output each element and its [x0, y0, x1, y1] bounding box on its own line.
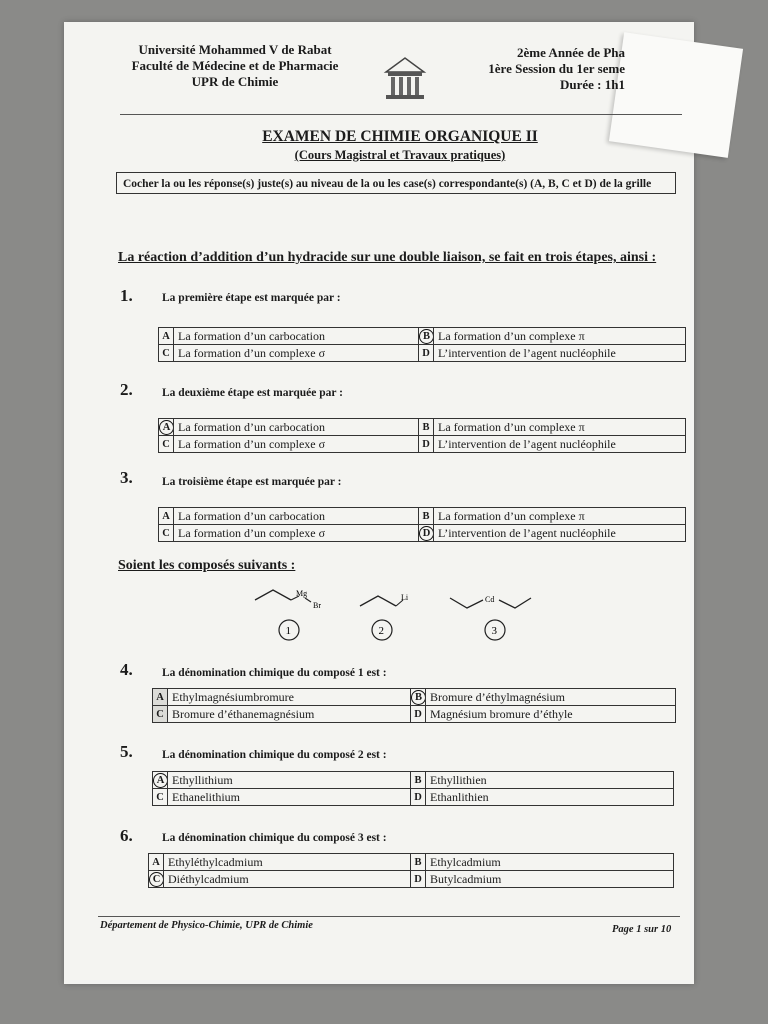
option-text: La formation d’un complexe π	[434, 328, 686, 345]
option-text: Ethanelithium	[168, 789, 411, 806]
option-text: Magnésium bromure d’éthyle	[426, 706, 676, 723]
option-text: Butylcadmium	[426, 871, 674, 888]
circled-answer-mark: A	[153, 773, 168, 788]
option-text: L’intervention de l’agent nucléophile	[434, 436, 686, 453]
option-text: La formation d’un carbocation	[174, 328, 419, 345]
option-text: La formation d’un complexe π	[434, 419, 686, 436]
option-text: Ethyllithium	[168, 772, 411, 789]
option-text: Bromure d’éthylmagnésium	[426, 689, 676, 706]
university-logo-icon	[382, 52, 428, 102]
header-session-info	[475, 45, 625, 93]
question-text: La dénomination chimique du composé 3 est :	[162, 832, 387, 844]
option-text: La formation d’un complexe σ	[174, 436, 419, 453]
answer-grid-q6	[148, 853, 674, 888]
footer-divider	[98, 916, 680, 917]
option-text: La formation d’un carbocation	[174, 508, 419, 525]
unit-name: UPR de Chimie	[191, 74, 279, 89]
option-text: L’intervention de l’agent nucléophile	[434, 345, 686, 362]
option-text: Bromure d’éthanemagnésium	[168, 706, 411, 723]
compound-1-structure	[255, 589, 321, 640]
question-number: 1.	[120, 286, 133, 305]
atom-label: Mg	[296, 589, 308, 598]
year-line: 2ème Année de Pha	[517, 45, 625, 60]
university-name: Université Mohammed V de Rabat	[138, 42, 332, 57]
section-title-compounds: Soient les composés suivants :	[118, 558, 296, 573]
option-letter-b[interactable]	[411, 689, 426, 706]
option-letter-c[interactable]: C	[153, 789, 168, 806]
exam-subtitle: (Cours Magistral et Travaux pratiques)	[294, 148, 506, 162]
answer-grid-q1	[158, 327, 686, 362]
answer-grid-q4	[152, 688, 676, 723]
question-text: La dénomination chimique du composé 2 est :	[162, 749, 387, 761]
circled-answer-mark: A	[159, 420, 174, 435]
option-letter-b[interactable]	[419, 328, 434, 345]
option-letter-b[interactable]: B	[411, 772, 426, 789]
faculty-name: Faculté de Médecine et de Pharmacie	[131, 58, 339, 73]
option-text: Ethylcadmium	[426, 854, 674, 871]
option-letter-a[interactable]: A	[153, 689, 168, 706]
option-letter-c[interactable]	[149, 871, 164, 888]
option-text: La formation d’un complexe σ	[174, 345, 419, 362]
answer-grid-q2	[158, 418, 686, 453]
option-letter-a[interactable]	[153, 772, 168, 789]
compound-number: 1	[285, 625, 291, 637]
question-number: 2.	[120, 380, 133, 399]
option-letter-d[interactable]	[419, 525, 434, 542]
question-number: 6.	[120, 826, 133, 845]
option-text: L’intervention de l’agent nucléophile	[434, 525, 686, 542]
question-number: 5.	[120, 742, 133, 761]
question-text: La première étape est marquée par :	[162, 292, 341, 304]
compound-3-structure	[450, 595, 531, 640]
compounds-structures	[245, 588, 545, 648]
footer-department: Département de Physico-Chimie, UPR de Chimie	[100, 920, 313, 931]
atom-label: Br	[313, 601, 321, 610]
question-text: La dénomination chimique du composé 1 est :	[162, 667, 387, 679]
session-line: 1ère Session du 1er seme	[488, 61, 625, 76]
option-letter-c[interactable]: C	[159, 345, 174, 362]
option-letter-b[interactable]: B	[419, 419, 434, 436]
question-number: 4.	[120, 660, 133, 679]
option-text: Ethyléthylcadmium	[164, 854, 411, 871]
question-text: La deuxième étape est marquée par :	[162, 387, 343, 399]
option-letter-c[interactable]: C	[159, 525, 174, 542]
duration-line: Durée : 1h1	[560, 77, 625, 92]
option-letter-b[interactable]: B	[411, 854, 426, 871]
question-number: 3.	[120, 468, 133, 487]
option-text: La formation d’un carbocation	[174, 419, 419, 436]
option-letter-a[interactable]: A	[159, 508, 174, 525]
question-text: La troisième étape est marquée par :	[162, 476, 342, 488]
option-letter-c[interactable]: C	[159, 436, 174, 453]
option-letter-c[interactable]: C	[153, 706, 168, 723]
circled-answer-mark: B	[419, 329, 434, 344]
option-text: Diéthylcadmium	[164, 871, 411, 888]
option-letter-d[interactable]: D	[419, 436, 434, 453]
option-text: Ethyllithien	[426, 772, 674, 789]
option-text: Ethylmagnésiumbromure	[168, 689, 411, 706]
answer-grid-q5	[152, 771, 674, 806]
circled-answer-mark: D	[419, 526, 434, 541]
option-letter-d[interactable]: D	[419, 345, 434, 362]
circled-answer-mark: B	[411, 690, 426, 705]
atom-label: Cd	[485, 595, 495, 604]
option-letter-a[interactable]: A	[159, 328, 174, 345]
option-letter-a[interactable]: A	[149, 854, 164, 871]
option-letter-d[interactable]: D	[411, 789, 426, 806]
answer-grid-q3	[158, 507, 686, 542]
compound-number: 2	[378, 625, 384, 637]
header-institution	[115, 42, 355, 90]
atom-label: Li	[401, 593, 409, 602]
compound-2-structure	[360, 593, 409, 640]
section-title-reaction: La réaction d’addition d’un hydracide sur une double liaison, se fait en trois étapes, ainsi :	[118, 250, 657, 265]
option-letter-d[interactable]: D	[411, 706, 426, 723]
footer-page-number: Page 1 sur 10	[612, 924, 672, 935]
compound-number: 3	[491, 625, 497, 637]
option-text: La formation d’un complexe π	[434, 508, 686, 525]
header-divider	[120, 114, 682, 115]
circled-answer-mark: C	[149, 872, 164, 887]
option-letter-b[interactable]: B	[419, 508, 434, 525]
option-letter-a[interactable]	[159, 419, 174, 436]
option-text: La formation d’un complexe σ	[174, 525, 419, 542]
instructions-box: Cocher la ou les réponse(s) juste(s) au niveau de la ou les case(s) correspondante(s) (A, B, C et D) de la grille	[116, 172, 676, 194]
exam-title: EXAMEN DE CHIMIE ORGANIQUE II	[262, 128, 538, 145]
option-letter-d[interactable]: D	[411, 871, 426, 888]
option-text: Ethanlithien	[426, 789, 674, 806]
